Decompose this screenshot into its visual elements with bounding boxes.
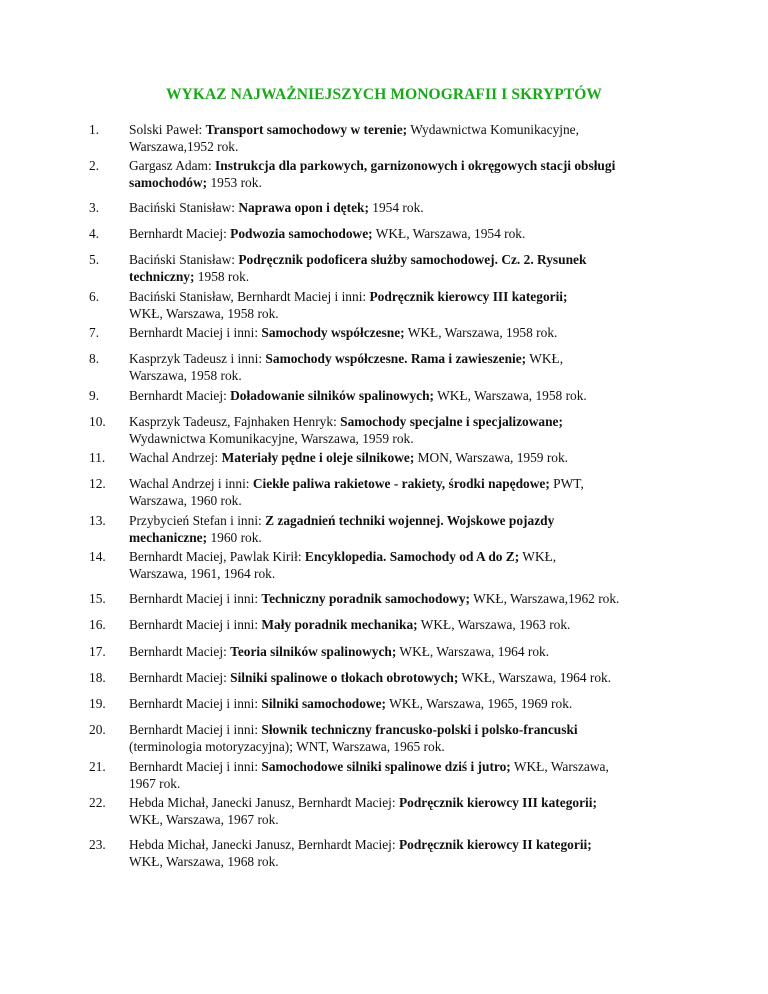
list-item-text — [129, 350, 689, 384]
list-item-number: 21. — [89, 759, 106, 774]
list-item-text — [129, 794, 689, 828]
entry-author: Hebda Michał, Janecki Janusz, Bernhardt Maciej: — [129, 837, 399, 852]
list-item-number: 11. — [89, 450, 106, 465]
entry-publisher: MON, Warszawa, 1959 rok. — [414, 450, 569, 465]
entry-publisher: PWT, — [549, 476, 584, 491]
list-item-number: 3. — [89, 200, 100, 215]
entry-author: Baciński Stanisław: — [129, 252, 239, 267]
entry-title: Silniki samochodowe; — [261, 696, 387, 711]
list-item-number: 8. — [89, 351, 100, 366]
entry-author: Wachal Andrzej i inni: — [129, 476, 253, 491]
entry-author: Bernhardt Maciej: — [129, 226, 231, 241]
list-item-number: 6. — [89, 289, 100, 304]
entry-author: Bernhardt Maciej i inni: — [129, 696, 262, 711]
list-item-number: 7. — [89, 325, 100, 340]
list-item-number: 22. — [89, 795, 106, 810]
entry-publisher: WKŁ, Warszawa, 1954 rok. — [372, 226, 526, 241]
list-item-number: 15. — [89, 591, 106, 606]
entry-publisher-continued: WKŁ, Warszawa, 1967 rok. — [129, 812, 279, 827]
entry-publisher-continued: 1953 rok. — [207, 175, 262, 190]
entry-author: Solski Paweł: — [129, 122, 206, 137]
entry-publisher-continued: WKŁ, Warszawa, 1958 rok. — [129, 306, 279, 321]
entry-publisher: WKŁ, Warszawa, 1964 rok. — [458, 670, 612, 685]
entry-title: Podwozia samochodowe; — [230, 226, 373, 241]
list-item-text — [129, 590, 689, 607]
entry-title: Samochody specjalne i specjalizowane; — [340, 414, 563, 429]
entry-publisher: 1954 rok. — [368, 200, 424, 215]
list-item-text — [129, 643, 689, 660]
entry-publisher: WKŁ, Warszawa, 1958 rok. — [404, 325, 558, 340]
list-item-number: 16. — [89, 617, 106, 632]
entry-publisher-continued: 1958 rok. — [194, 269, 250, 284]
entry-title-continued: samochodów; — [129, 175, 208, 190]
entry-publisher: WKŁ, Warszawa, 1958 rok. — [434, 388, 587, 403]
entry-author: Bernhardt Maciej i inni: — [129, 591, 262, 606]
entry-author: Wachal Andrzej: — [129, 450, 222, 465]
list-item-text — [129, 548, 689, 582]
entry-title: Naprawa opon i dętek; — [238, 200, 369, 215]
entry-author: Gargasz Adam: — [129, 158, 216, 173]
list-item-text — [129, 512, 689, 546]
list-item-number: 17. — [89, 644, 106, 659]
entry-publisher-continued: Warszawa,1952 rok. — [129, 139, 239, 154]
entry-title-continued: mechaniczne; — [129, 530, 208, 545]
entry-title: Instrukcja dla parkowych, garnizonowych i okręgowych stacji obsługi — [215, 158, 616, 173]
entry-title: Encyklopedia. Samochody od A do Z; — [304, 549, 520, 564]
list-item-number: 19. — [89, 696, 106, 711]
list-item-number: 14. — [89, 549, 106, 564]
list-item-text — [129, 288, 689, 322]
entry-title: Samochody współczesne. Rama i zawieszenie; — [265, 351, 527, 366]
entry-title: Mały poradnik mechanika; — [261, 617, 418, 632]
entry-title: Doładowanie silników spalinowych; — [230, 388, 435, 403]
entry-title: Podręcznik kierowcy II kategorii; — [398, 837, 592, 852]
list-item-text — [129, 616, 689, 633]
entry-publisher: WKŁ, Warszawa,1962 rok. — [469, 591, 620, 606]
entry-title: Silniki spalinowe o tłokach obrotowych; — [230, 670, 459, 685]
list-item-number: 4. — [89, 226, 100, 241]
list-item-text — [129, 721, 689, 755]
list-item-text — [129, 324, 689, 341]
entry-author: Bernhardt Maciej i inni: — [129, 617, 262, 632]
entry-author: Baciński Stanisław: — [129, 200, 239, 215]
list-item-text — [129, 758, 689, 792]
entry-publisher: WKŁ, Warszawa, 1963 rok. — [417, 617, 571, 632]
list-item-number: 9. — [89, 388, 100, 403]
entry-title: Z zagadnień techniki wojennej. Wojskowe pojazdy — [265, 513, 555, 528]
entry-publisher: WKŁ, Warszawa, 1964 rok. — [396, 644, 550, 659]
entry-author: Przybycień Stefan i inni: — [129, 513, 266, 528]
list-item-number: 5. — [89, 252, 100, 267]
list-item-number: 2. — [89, 158, 100, 173]
entry-title: Podręcznik kierowcy III kategorii; — [369, 289, 568, 304]
list-item-text — [129, 199, 689, 216]
list-item-number: 1. — [89, 122, 100, 137]
list-item-text — [129, 475, 689, 509]
list-item-text — [129, 121, 689, 155]
entry-title: Podręcznik podoficera służby samochodowej. Cz. 2. Rysunek — [238, 252, 587, 267]
entry-author: Bernhardt Maciej, Pawlak Kirił: — [129, 549, 305, 564]
entry-publisher-continued: Warszawa, 1960 rok. — [129, 493, 242, 508]
entry-title: Samochody współczesne; — [261, 325, 405, 340]
list-item-text — [129, 251, 689, 285]
entry-publisher-continued: 1960 rok. — [207, 530, 262, 545]
entry-title: Techniczny poradnik samochodowy; — [261, 591, 470, 606]
list-item-number: 20. — [89, 722, 106, 737]
entry-author: Bernhardt Maciej: — [129, 670, 231, 685]
entry-title: Ciekłe paliwa rakietowe - rakiety, środki napędowe; — [252, 476, 550, 491]
entry-title: Podręcznik kierowcy III kategorii; — [398, 795, 597, 810]
list-item-number: 13. — [89, 513, 106, 528]
entry-publisher-continued: Warszawa, 1961, 1964 rok. — [129, 566, 276, 581]
entry-author: Bernhardt Maciej: — [129, 388, 231, 403]
entry-author: Kasprzyk Tadeusz, Fajnhaken Henryk: — [129, 414, 341, 429]
entry-publisher-continued: WKŁ, Warszawa, 1968 rok. — [129, 854, 279, 869]
list-item-text — [129, 669, 689, 686]
entry-author: Hebda Michał, Janecki Janusz, Bernhardt Maciej: — [129, 795, 399, 810]
entry-title: Materiały pędne i oleje silnikowe; — [221, 450, 415, 465]
entry-publisher-continued: 1967 rok. — [129, 776, 181, 791]
entry-publisher: WKŁ, Warszawa, — [510, 759, 609, 774]
entry-author: Bernhardt Maciej i inni: — [129, 325, 262, 340]
entry-author: Bernhardt Maciej i inni: — [129, 759, 262, 774]
entry-publisher: WKŁ, Warszawa, 1965, 1969 rok. — [386, 696, 573, 711]
entry-publisher-continued: Warszawa, 1958 rok. — [129, 368, 242, 383]
list-item-text — [129, 387, 689, 404]
entry-title: Słownik techniczny francusko-polski i polsko-francuski — [261, 722, 578, 737]
document-title: WYKAZ NAJWAŻNIEJSZYCH MONOGRAFII I SKRYPTÓW — [165, 86, 603, 103]
list-item-number: 23. — [89, 837, 106, 852]
list-item-text — [129, 157, 689, 191]
list-item-number: 18. — [89, 670, 106, 685]
entry-author: Bernhardt Maciej: — [129, 644, 231, 659]
entry-publisher: WKŁ, — [519, 549, 557, 564]
list-item-number: 10. — [89, 414, 106, 429]
entry-title: Teoria silników spalinowych; — [230, 644, 397, 659]
entry-publisher: WKŁ, — [526, 351, 564, 366]
entry-publisher-continued: (terminologia motoryzacyjna); WNT, Warszawa, 1965 rok. — [129, 739, 445, 754]
entry-author: Baciński Stanisław, Bernhardt Maciej i inni: — [129, 289, 370, 304]
entry-publisher-continued: Wydawnictwa Komunikacyjne, Warszawa, 1959 rok. — [129, 431, 414, 446]
entry-author: Bernhardt Maciej i inni: — [129, 722, 262, 737]
list-item-text — [129, 836, 689, 870]
entry-title: Transport samochodowy w terenie; — [205, 122, 408, 137]
list-item-text — [129, 413, 689, 447]
list-item-text — [129, 449, 689, 466]
list-item-text — [129, 695, 689, 712]
list-item-text — [129, 225, 689, 242]
list-item-number: 12. — [89, 476, 106, 491]
entry-publisher: Wydawnictwa Komunikacyjne, — [407, 122, 579, 137]
entry-title: Samochodowe silniki spalinowe dziś i jutro; — [261, 759, 511, 774]
entry-author: Kasprzyk Tadeusz i inni: — [129, 351, 266, 366]
entry-title-continued: techniczny; — [129, 269, 195, 284]
